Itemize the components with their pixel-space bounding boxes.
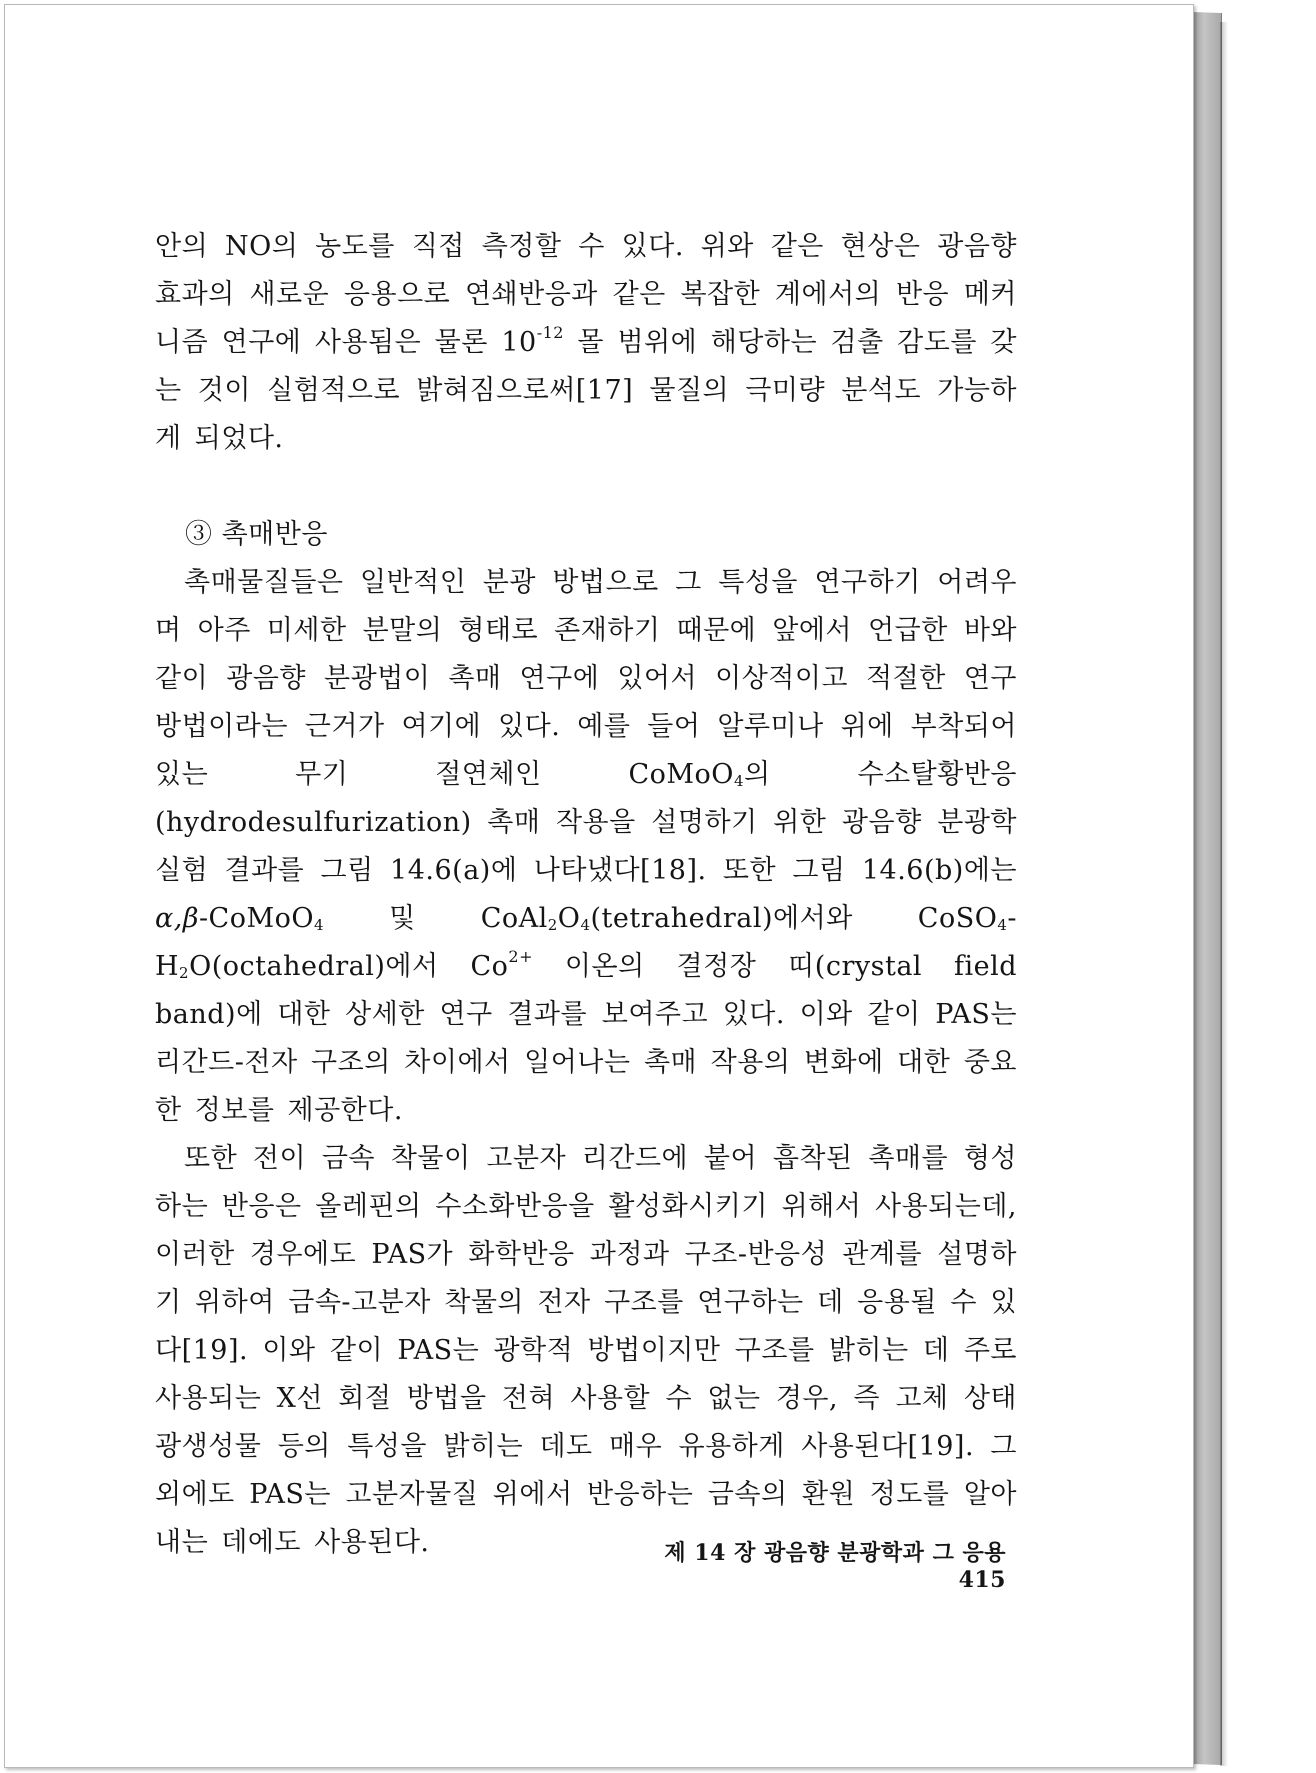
paragraph-polymer-complex: 또한 전이 금속 착물이 고분자 리간드에 붙어 흡착된 촉매를 형성하는 반응은 올레핀의 수소화반응을 활성화시키기 위해서 사용되는데, 이러한 경우에도 PAS가 화학반응 과정과 구조-반응성 관계를 설명하기 위하여 금속-고분자 착물의 전자 구조를 연구하는 데 응용될 수 있다[19]. 이와 같이 PAS는 광학적 방법이지만 구조를 밝히는 데 주로 사용되는 X선 회절 방법을 전혀 사용할 수 없는 경우, 즉 고체 상태 광생성물 등의 특성을 밝히는 데도 매우 유용하게 사용된다[19]. 그 외에도 PAS는 고분자물질 위에서 반응하는 금속의 환원 정도를 알아내는 데에도 사용된다.: [155, 1143, 1017, 1558]
page-edge-shadow: [1193, 12, 1222, 1765]
formula-subscript: 2: [547, 916, 558, 934]
paragraph-text-end: 몰 범위에 해당하는 검출 감도를 갖는 것이 실험적으로 밝혀짐으로써[17] 물질의 극미량 분석도 가능하게 되었다.: [155, 327, 1017, 454]
page-number: 415: [958, 1567, 1006, 1593]
text-segment: 촉매물질들은 일반적인 분광 방법으로 그 특성을 연구하기 어려우며 아주 미세한 분말의 형태로 존재하기 때문에 앞에서 언급한 바와 같이 광음향 분광법이 촉매 연구에 있어서 이상적이고 적절한 연구 방법이라는 근거가 여기에 있다. 예를 들어 알루미나 위에 부착되어 있는 무기 절연체인: [155, 567, 1017, 790]
exponent: -12: [536, 323, 564, 342]
formula-subscript: 4: [580, 916, 591, 934]
ion-charge: 2+: [508, 947, 533, 966]
text-segment: (tetrahedral)에서와: [590, 903, 918, 934]
running-footer: [606, 1536, 1006, 1593]
formula-text: Co: [470, 951, 509, 982]
formula-text: O: [557, 903, 581, 934]
formula-como4-b: [199, 903, 324, 934]
formula-text: -H: [155, 903, 1018, 982]
paragraph-no-detection: [155, 223, 1017, 463]
chapter-title: 제 14 장 광음향 분광학과 그 응용: [664, 1540, 1006, 1566]
formula-subscript: 4: [997, 916, 1008, 934]
formula-coal2o4: [481, 903, 591, 934]
text-segment: 및: [324, 903, 481, 934]
paragraph-catalysis: [155, 559, 1017, 1135]
formula-como4: [628, 759, 744, 790]
formula-text: CoAl: [480, 903, 548, 934]
section-heading: ③ 촉매반응: [185, 519, 328, 550]
text-segment: 의 수소탈황반응(hydrodesulfurization) 촉매 작용을 설명하기 위한 광음향 분광학 실험 결과를 그림 14.6(a)에 나타냈다[18]. 또한 그림 14.6(b)에는: [155, 759, 1017, 886]
text-segment: 이온의 결정장 띠(crystal field band)에 대한 상세한 연구 결과를 보여주고 있다. 이와 같이 PAS는 리간드-전자 구조의 차이에서 일어나는 촉매 작용의 변화에 대한 중요한 정보를 제공한다.: [155, 951, 1017, 1126]
formula-text: CoSO: [917, 903, 998, 934]
exponent-base: 10: [501, 327, 537, 358]
cobalt-ion: [470, 947, 533, 982]
formula-subscript: 2: [179, 964, 190, 982]
formula-text: O(octahedral)에서: [189, 951, 471, 982]
page-body: [155, 223, 1017, 1567]
formula-text: -CoMoO: [198, 903, 315, 934]
formula-subscript: 4: [314, 916, 325, 934]
book-page: [4, 4, 1194, 1768]
page-drop-shadow: [1220, 22, 1228, 1766]
formula-subscript: 4: [733, 772, 744, 790]
greek-alpha-beta: α,β: [155, 903, 199, 934]
formula-text: CoMoO: [628, 759, 734, 790]
paragraph-text: 안의 NO의 농도를 직접 측정할 수 있다. 위와 같은 현상은 광음향 효과의 새로운 응용으로 연쇄반응과 같은 복잡한 계에서의 반응 메커니즘 연구에 사용됨은 물론: [155, 231, 1017, 358]
